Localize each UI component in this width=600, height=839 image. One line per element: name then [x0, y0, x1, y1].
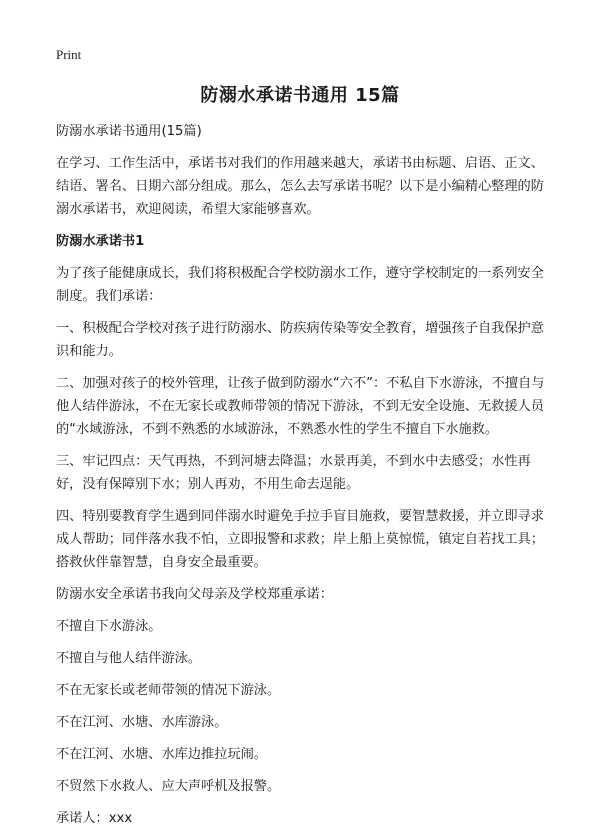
body-paragraph: 四、特别要教育学生遇到同伴溺水时避免手拉手盲目施救，要智慧救援，并立即寻求成人帮助；同伴落水我不怕，立即报警和求救；岸上船上莫惊慌，镇定自若找工具；搭救伙伴靠智慧，自身安全最重要。 [56, 509, 544, 570]
promise-item: 不在无家长或老师带领的情况下游泳。 [56, 683, 281, 698]
document-body [56, 120, 548, 839]
body-paragraph: 三、牢记四点：天气再热，不到河塘去降温；水景再美，不到水中去感受；水性再好，没有保障别下水；别人再劝，不用生命去逞能。 [56, 454, 531, 492]
document-subtitle: 防溺水承诺书通用(15篇) [56, 124, 202, 139]
section-heading: 防溺水承诺书1 [56, 234, 145, 249]
body-paragraph: 为了孩子能健康成长，我们将积极配合学校防溺水工作，遵守学校制定的一系列安全制度。我们承诺： [56, 266, 544, 304]
promise-item: 不贸然下水救人、应大声呼机及报警。 [56, 779, 281, 794]
body-paragraph: 二、加强对孩子的校外管理，让孩子做到防溺水“六不”：不私自下水游泳，不擅自与他人结伴游泳，不在无家长或教师带领的情况下游泳，不到无安全设施、无救援人员的“水域游泳，不到不熟悉的水域游泳，不熟悉水性的学生不擅自下水施救。 [56, 376, 545, 437]
promise-item: 不在江河、水塘、水库游泳。 [56, 715, 228, 730]
promise-item: 不擅自与他人结伴游泳。 [56, 651, 202, 666]
page-title: 防溺水承诺书通用 15篇 [200, 85, 400, 106]
promise-item: 不在江河、水塘、水库边推拉玩闹。 [56, 747, 267, 762]
body-paragraph: 一、积极配合学校对孩子进行防溺水、防疾病传染等安全教育，增强孩子自我保护意识和能力。 [56, 321, 544, 359]
body-paragraph: 防溺水安全承诺书我向父母亲及学校郑重承诺： [56, 587, 333, 602]
signer-line: 承诺人：xxx [56, 811, 133, 826]
promise-item: 不擅自下水游泳。 [56, 619, 162, 634]
intro-paragraph: 在学习、工作生活中，承诺书对我们的作用越来越大，承诺书由标题、启语、正文、结语、署名、日期六部分组成。那么，怎么去写承诺书呢？以下是小编精心整理的防溺水承诺书，欢迎阅读，希望大家能够喜欢。 [56, 156, 544, 217]
print-link[interactable]: Print [56, 47, 82, 62]
